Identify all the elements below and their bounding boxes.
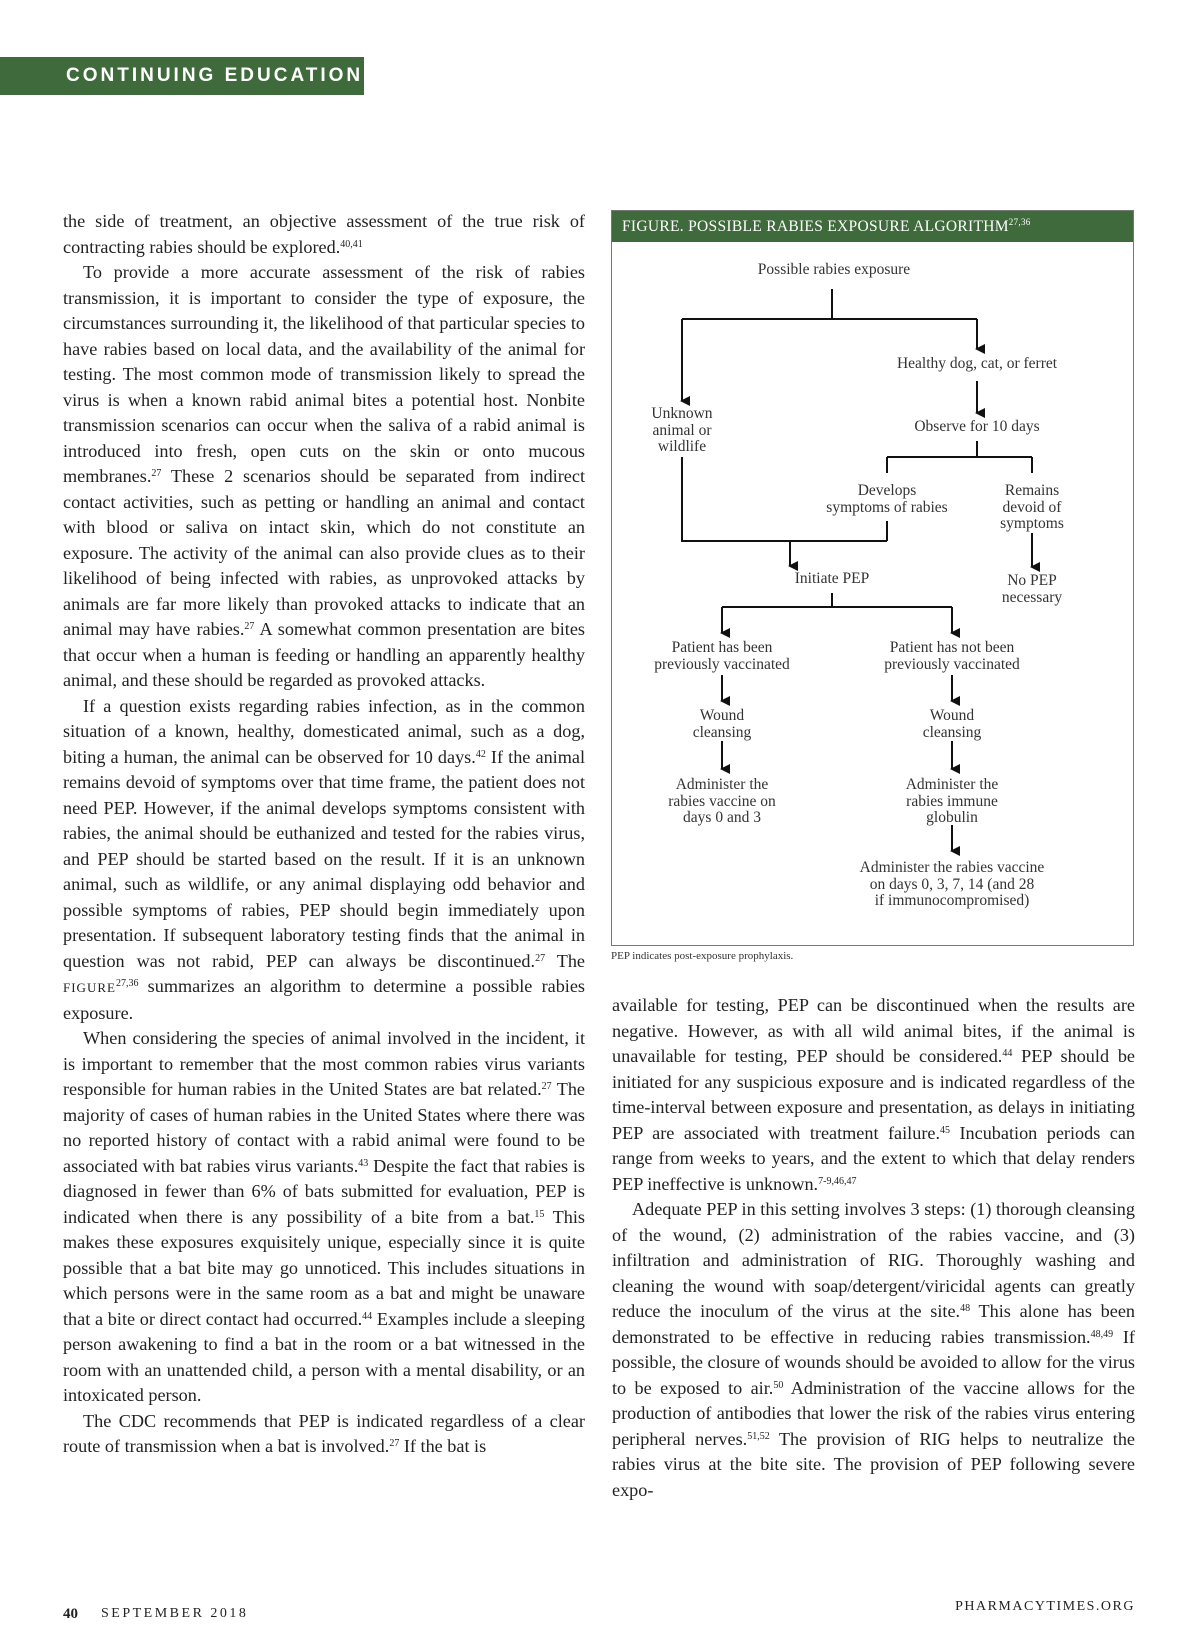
node-possible-exposure: Possible rabies exposure — [757, 261, 911, 278]
page-number: 40 — [63, 1606, 78, 1622]
node-healthy-pet: Healthy dog, cat, or ferret — [896, 355, 1058, 372]
issue-date: SEPTEMBER 2018 — [101, 1606, 249, 1621]
node-immune-globulin: Administer the rabies immune globulin — [905, 776, 999, 826]
figure-title: FIGURE. POSSIBLE RABIES EXPOSURE ALGORITHM$^{27,36}$ — [612, 211, 1133, 242]
node-vaccine-schedule: Administer the rabies vaccine on days 0, 3, 7, 14 (and 28 if immunocompromised) — [859, 859, 1045, 909]
rabies-algorithm-figure — [611, 210, 1134, 946]
node-observe: Observe for 10 days — [914, 418, 1040, 435]
section-banner — [0, 57, 364, 95]
right-column — [612, 993, 1135, 1503]
figure-caption: PEP indicates post-exposure prophylaxis. — [611, 950, 794, 962]
node-no-pep: No PEP necessary — [1001, 572, 1063, 606]
left-column — [63, 209, 585, 1460]
node-remains-devoid: Remains devoid of symptoms — [1000, 482, 1064, 532]
site-url: PHARMACYTIMES.ORG — [955, 1599, 1135, 1614]
paragraph: The CDC recommends that PEP is indicated regardless of a clear route of transmission when a bat is involved.$^{27}$ If the bat is — [63, 1410, 585, 1456]
paragraph: To provide a more accurate assessment of the risk of rabies transmission, it is important to consider the type of exposure, the circumstances surrounding it, the likelihood of that particular species to have rabies based on local data, and the availability of the animal for testing. The most common mode of transmission likely to spread the virus is when a known rabid animal bites a potential host. Nonbite transmission scenarios can occur when the saliva of a rabid animal is introduced into fresh, open cuts on the skin or onto mucous membranes.$^{27}$ These 2 scenarios should be separated from indirect contact activities, such as petting or handling an animal and contact with blood or saliva on intact skin, which do not constitute an exposure. The activity of the animal can also provide clues as to their likelihood of being infected with rabies, as unprovoked attacks by animals are far more likely than provoked attacks to indicate that an animal may have rabies.$^{27}$ A somewhat common presentation are bites that occur when a human is feeding or handling an apparently healthy animal, and these should be regarded as provoked attacks. — [63, 262, 585, 690]
section-label: CONTINUING EDUCATION — [66, 65, 364, 86]
paragraph: Adequate PEP in this setting involves 3 steps: (1) thorough cleansing of the wound, (2) administration of the rabies vaccine, and (3) infiltration and administration of RIG. Thoroughly washing and cleaning the wound with soap/detergent/viricidal agents can greatly reduce the inoculum of the virus at the site.$^{48}$ This alone has been demonstrated to be effective in reducing rabies transmission.$^{48,49}$ If possible, the closure of wounds should be avoided to allow for the virus to be exposed to air.$^{50}$ Administration of the vaccine allows for the production of antibodies that lower the risk of the rabies virus entering peripheral nerves.$^{51,52}$ The provision of RIG helps to neutralize the rabies virus at the bite site. The provision of PEP following severe expo- — [612, 1199, 1135, 1500]
node-wound-cleansing-left: Wound cleansing — [692, 707, 752, 741]
node-wound-cleansing-right: Wound cleansing — [922, 707, 982, 741]
node-previously-vaccinated: Patient has been previously vaccinated — [654, 639, 790, 673]
figure-reference: FIGURE — [63, 980, 116, 995]
node-vaccine-days-0-3: Administer the rabies vaccine on days 0 and 3 — [668, 776, 776, 826]
paragraph: available for testing, PEP can be discontinued when the results are negative. However, as with all wild animal bites, if the animal is unavailable for testing, PEP should be considered.$^{44}$ PEP should be initiated for any suspicious exposure and is indicated regardless of the time-interval between exposure and presentation, as delays in initiating PEP are associated with treatment failure.$^{45}$ Incubation periods can range from weeks to years, and the extent to which that delay renders PEP ineffective is unknown.$^{7-9,46,47}$ — [612, 995, 1136, 1194]
node-not-previously-vaccinated: Patient has not been previously vaccinated — [884, 639, 1020, 673]
node-initiate-pep: Initiate PEP — [794, 570, 870, 587]
paragraph: the side of treatment, an objective assessment of the true risk of contracting rabies should be explored.$^{40,41}$ — [63, 211, 585, 257]
paragraph: When considering the species of animal involved in the incident, it is important to remember that the most common rabies virus variants responsible for human rabies in the United States are bat related.$^{27}$ The majority of cases of human rabies in the United States where there was no reported history of contact with a rabid animal were found to be associated with bat rabies virus variants.$^{43}$ Despite the fact that rabies is diagnosed in fewer than 6% of bats submitted for evaluation, PEP is indicated when there is any possibility of a bite from a bat.$^{15}$ This makes these exposures exquisitely unique, especially since it is quite possible that a bat bite may go unnoticed. This includes situations in which persons were in the same room as a bat and might be unaware that a bite or direct contact had occurred.$^{44}$ Examples include a sleeping person awakening to find a bat in the room or a bat witnessed in the room with an unattended child, a person with a mental disability, or an intoxicated person. — [63, 1028, 585, 1405]
node-develops-symptoms: Develops symptoms of rabies — [826, 482, 948, 516]
node-unknown-animal: Unknown animal or wildlife — [651, 405, 713, 455]
paragraph: If a question exists regarding rabies infection, as in the common situation of a known, healthy, domesticated animal, such as a dog, biting a human, the animal can be observed for 10 days.$^{42}$ If the animal remains devoid of symptoms over that time frame, the patient does not need PEP. However, if the animal develops symptoms consistent with rabies, the animal should be euthanized and tested for the rabies virus, and PEP should be started based on the result. If it is an unknown animal, such as wildlife, or any animal displaying odd behavior and possible symptoms of rabies, PEP should begin immediately upon presentation. If subsequent laboratory testing finds that the animal in question was not rabid, PEP can always be discontinued.$^{27}$ The FIGURE$^{27,36}$ summarizes an algorithm to determine a possible rabies exposure. — [63, 695, 585, 1023]
